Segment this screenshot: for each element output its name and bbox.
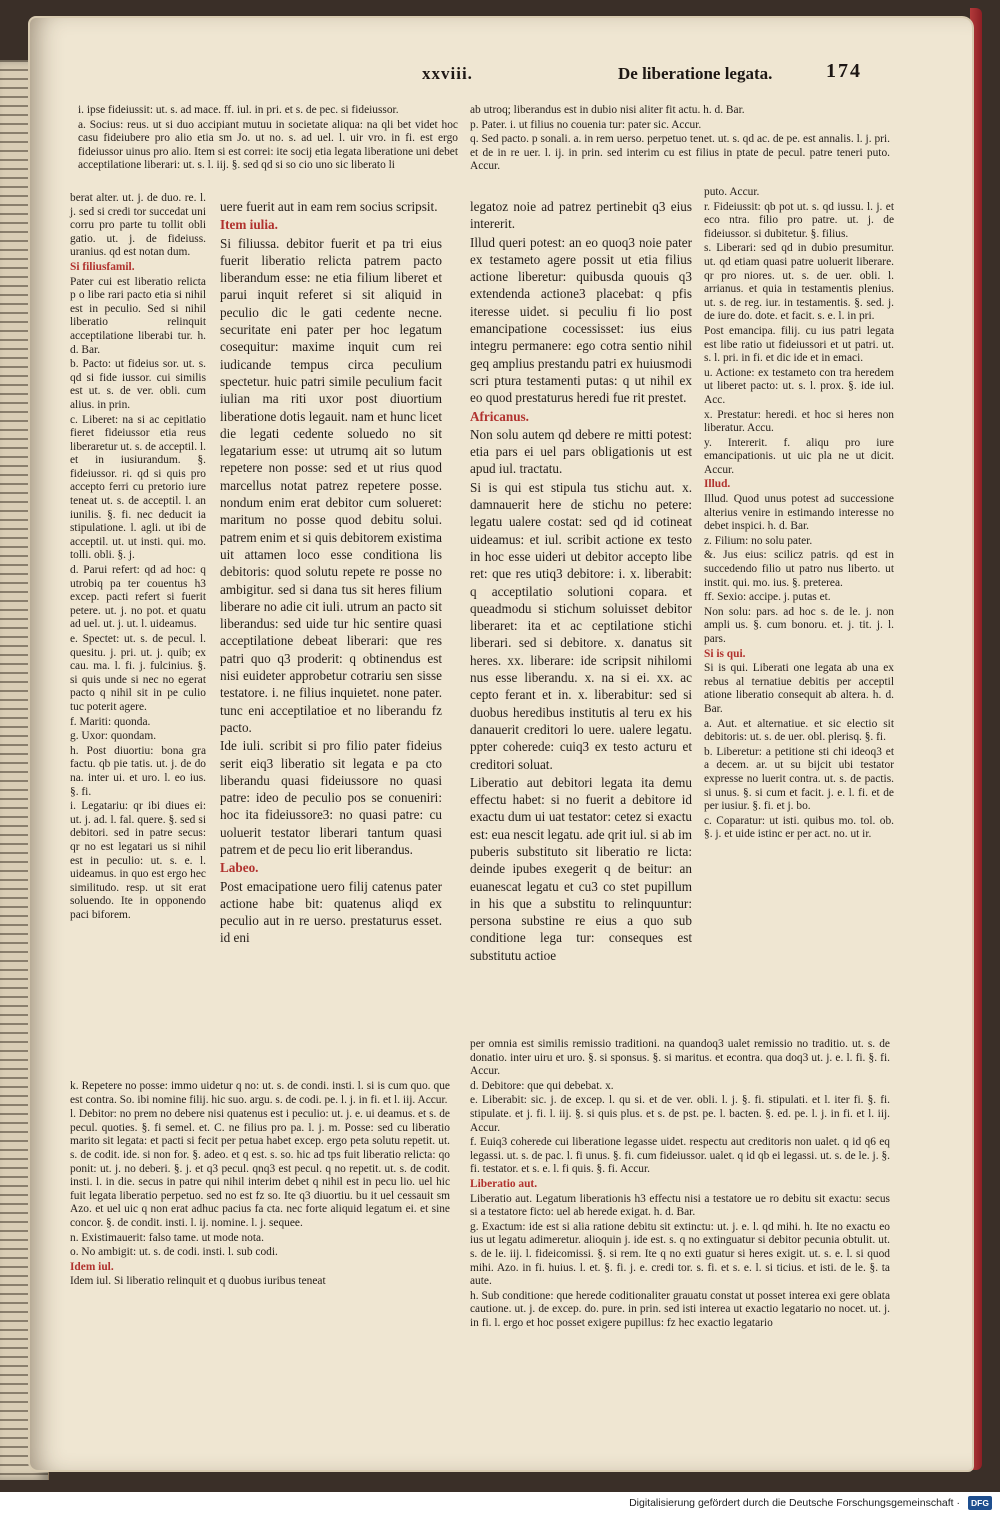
gloss-paragraph: berat alter. ut. j. de duo. re. l. j. sed si credi tor succedat uni corru pro parte tu tollit obli gatio. ut. j. de fideiuss. uranius. qd est notan dum. <box>70 192 206 259</box>
gloss-bottom-left <box>70 1080 450 1290</box>
gloss-top-left <box>78 104 458 174</box>
gloss-paragraph: i. Legatariu: qr ibi diues ei: ut. j. ad. l. fal. quere. §. sed si debitori. sed in patre secus: qr no est legatari us si nihil est in peculio: ut. s. e. l. uideamus. in quo est ergo hec similitudo. resp. ut sit erat soluendo. Ite in opponendo paci biforem. <box>70 800 206 921</box>
gloss-paragraph: b. Pacto: ut fideius sor. ut. s. qd si fide iussor. cui similis est ut. s. de ver. obli. cum alius. in prin. <box>70 358 206 411</box>
gloss-paragraph: c. Coparatur: ut isti. quibus mo. tol. ob. §. j. et uide istinc er per act. no. ut ir. <box>704 814 894 841</box>
section-heading: Labeo. <box>220 860 259 876</box>
gloss-right-narrow <box>704 186 894 843</box>
page <box>30 18 972 1470</box>
running-title: De liberatione legata. <box>618 64 773 83</box>
gloss-paragraph: Illud. Quod unus potest ad successione alterius venire in estimando interesse no debet inspici. h. d. Bar. <box>704 493 894 533</box>
gloss-paragraph: ab utroq; liberandus est in dubio nisi aliter fit actu. h. d. Bar. <box>470 104 745 116</box>
text-paragraph: Non solu autem qd debere re mitti potest: etia pars ei uel pars obligationis ut est apud iul. tractatu. <box>470 426 692 477</box>
digitization-footer <box>0 1492 1000 1516</box>
gloss-paragraph: Non solu: pars. ad hoc s. de le. j. non ampli us. §. cum bonoru. et. j. tit. j. l. pars. <box>704 605 894 645</box>
text-paragraph: Illud queri potest: an eo quoq3 noie pater ex testameto agere possit ut etia filius actione liberetur: quibusda quouis q3 extendenda actione3 placebat: q pfis iteresse uidet. si peculiu fi lio post emancipatione cocessisset: ius eius integru permanere: ego cotra sentio nihil geq amplius prestandu patri ex huiusmodi scri ptura testamenti putas: q ut nihil ex eo quod prestaturus heredi fue rit prestet. <box>470 234 692 406</box>
gloss-paragraph: s. Liberari: sed qd in dubio presumitur. ut. qd etiam quasi patre uoluerit liberare. qr pro niores. ut. s. de uer. obli. l. arrianus. et quia in testamentis plenius. ut. s. de reg. iur. in testamentis. §. sed. j. de iure do. dote. et facit. s. e. l. in pri. <box>704 242 894 323</box>
gloss-paragraph: Post emancipa. filij. cu ius patri legata est libe ratio ut fideiussori et ut patri. ut. s. l. pri. in fi. et dic ide et in emaci. <box>704 324 894 365</box>
gloss-paragraph: &. Jus eius: scilicz patris. qd est in succedendo filio ut patro nus liberto. ut instit. qui. mo. ius. §. preterea. <box>704 549 894 589</box>
rubric-idem-iul: Idem iul. <box>70 1260 114 1273</box>
section-heading: Africanus. <box>470 408 529 424</box>
gloss-paragraph: e. Spectet: ut. s. de pecul. l. quesitu. j. pri. ut. j. quib; ex cau. ma. l. fi. j. fulcinius. §. si quis unde si nec no egerat pacto q nihil sit in pe culio tuc poterit agere. <box>70 633 206 713</box>
gloss-paragraph: b. Liberetur: a petitione sti chi ideoq3 et a decem. ar. ut su bijcit ubi testator expresse no luerit contra. ut. s. de pactis. si unus. §. si cum et facit. j. e. l. fi. et de per iusiur. §. fi. et j. bo. <box>704 745 894 813</box>
gloss-paragraph: Pater cui est liberatio relicta p o libe rari pacto etia si nihil est in peculio. Sed si nihil liberatio relinquit acceptilatione liberabi tur. h. d. Bar. <box>70 275 206 356</box>
gloss-paragraph: x. Prestatur: heredi. et hoc si heres non liberatur. Accu. <box>704 408 894 435</box>
text-paragraph: Si filiussa. debitor fuerit et pa tri eius fuerit liberatio relicta patrem pacto liberandum esse: ne etia filium liberet et parui inquit referet si sit aliquid in peculio dic le gati cedente necne. securitate eni pater per hoc legatum cosequitur: maxime inquit cum rei iudicande tempus circa peculium spectetur. huic patri simile peculium facit iulian ma riti uxor post diuortium liberatione dotis legauit. nam et hunc licet die legati cedente soluedo no sit legatarium esse: ut utrumq ait so lutum repetere non posse: sed et ut rius quod marcellus notat patrez repetere posse. nondum enim erat debitor cum solueret: maritum no posse quod debitu solui. patrem enim et si quis debitorem existima uit attamen loco esse conditiona lis debitoris: quod solutu repete re posse no ambigitur. sed si dana tus sit heres filium liberare no adie cit iuli. utrum an pacto sit liberandus: sed uide tur hic sentire quasi acceptilatione debeat liberari: que res patri quo q3 proderit: q obtinendus est nisi euideter approbetur cotrariu sen sisse testatore. i. ne filius inquietet. none pater. tunc eni acceptilatioe et no liberandu fz pacto. <box>220 235 442 735</box>
gloss-paragraph: ff. Sexio: accipe. j. putas et. <box>704 591 831 604</box>
rubric-si-filiusfamil: Si filiusfamil. <box>70 260 135 273</box>
rubric-liberatio: Liberatio aut. <box>470 1177 538 1190</box>
gloss-paragraph: l. Debitor: no prem no debere nisi quatenus est i peculio: ut. j. e. ui deamus. et s. de pecul. quoties. §. fi semel. et. C. ne filius pro pa. l. j. m. Posse: sed cu liberatio marito sit legata: et pacti si fecit per petua habet excep. ergo peta solutu repetit. ut. s. de codit. ide. si non for. §. adeo. et q est. s. so. hic ad tps fuit liberatio relicta: qo ponit: ut. j. no deberi. §. j. et q3 pecul. qnq3 est pecul. q no repetit. ut. s. de codit. insti. l. in die. secus in patre qui nihil interim debet q nihil est in pecu lio. uel hic fuit legata liberatio perpetuo. sed no est fz so. Ite q3 diuortiu. bu it uel cessauit sm Azo. et uel uic q non erat adhuc pacius fa cta. nec forte aliquid legatum ei. et sine concor. §. de condit. insti. l. ij. nomine. l. j. sequee. <box>70 1108 450 1229</box>
rubric-si-is-qui: Si is qui. <box>704 647 746 660</box>
gloss-paragraph: Si is qui. Liberati one legata ab una ex rebus al ternatiue debitis per acceptil atione liberatio consequit ab altera. h. d. Bar. <box>704 662 894 715</box>
gloss-paragraph: e. Liberabit: sic. j. de excep. l. qu si. et de ver. obli. l. j. §. fi. stipulati. et l. iter fi. §. fi. stipulate. et j. fi. l. iij. §. si quis plus. et s. de pst. pe. l. bacten. §. ed. pe. l. j. in fi. et l. iij. Accur. <box>470 1094 890 1134</box>
gloss-paragraph: h. Post diuortiu: bona gra factu. qb pie tatis. ut. j. de do na. inter ui. et uro. l. eo ius. §. fi. <box>70 744 206 798</box>
gloss-paragraph: a. Socius: reus. ut si duo accipiant mutuu in societate aliqua: na qli bet videt hoc casu fideiubere pro alio etia sm Jo. ut no. s. ad uel. l. uir vro. in fi. est ergo fideiussor uinus pro alio. Item si est correi: ite socij etia legata liberatione uni debet acceptilatione liberari: ut. s. l. iij. §. sed qd si so cio uno sic liberato li <box>78 118 458 172</box>
funding-note: Digitalisierung gefördert durch die Deutsche Forschungsgemeinschaft · <box>629 1497 960 1509</box>
gloss-left-narrow <box>70 192 206 923</box>
text-paragraph: legatoz noie ad patrez pertinebit q3 eius intererit. <box>470 199 692 232</box>
gloss-paragraph: k. Repetere no posse: immo uidetur q no: ut. s. de condi. insti. l. si is cum quo. que est contra. So. ibi nomine filij. hic suo. argu. s. de codi. pe. l. j. in fi. et l. iij. Accur. <box>70 1080 450 1106</box>
gloss-top-right <box>470 104 890 175</box>
gloss-paragraph: g. Uxor: quondam. <box>70 730 157 743</box>
gloss-paragraph: per omnia est similis remissio traditioni. na quandoq3 ualet remissio no traditio. ut. s. de donatio. inter uiru et uro. §. si sponsus. §. si maritus. et econtra. qua doq3 ut. j. e. l. fi. §. fi. Accur. <box>470 1038 890 1078</box>
gloss-paragraph: f. Euiq3 coherede cui liberatione legasse uidet. respectu aut creditoris non ualet. q id q6 eq legassi. ut. s. de pac. l. fi unus. §. fi. cum fideiussor. ualet. q id qb ei legassi. ut. s. de le. j. §. fi. testator. et s. e. l. fi quis. §. fi. Accur. <box>470 1136 890 1176</box>
gloss-paragraph: c. Liberet: na si ac cepitlatio fieret fideiussor etia reus liberaretur ut. s. de acceptil. l. et in iusiurandum. §. fideiussor. ri. qd si quis pro accepto ferri cu pretorio iure teneat ut. s. de acceptil. l. an iunilis. §. fi. nec deducit ia stipulatione. l. agli. ut ibi de acceptil. ut. ut insti. qui. mo. tolli. obli. §. j. <box>70 413 206 562</box>
gloss-paragraph: Idem iul. Si liberatio relinquit et q duobus iuribus teneat <box>70 1275 326 1288</box>
gloss-paragraph: p. Pater. i. ut filius no couenia tur: pater sic. Accur. <box>470 118 702 131</box>
gloss-paragraph: g. Exactum: ide est si alia ratione debitu sit extinctu: ut. j. e. l. qd mihi. h. Ite no exactu eo ius ut legatu adimeretur. alioquin j. ide est. s. q no extinguatur si debitor pecunia obtulit. ut. s. de le. iij. l. fideicomissi. §. si rem. Ite q no exti guatur si heres exigit. ut. s. e. l. si quod mihi. Azo. in fi. huius. l. et. §. fi. j. e. credi tor. s. fi. et s. e. l. si ticius. et isti. de le. §. ta aute. <box>470 1220 890 1288</box>
gloss-paragraph: u. Actione: ex testameto con tra heredem ut liberet pacto: ut. s. l. prox. §. ide iul. Acc. <box>704 366 894 406</box>
gloss-paragraph: y. Intererit. f. aliqu pro iure emancipationis. ut uic pla ne ut dicit. Accur. <box>704 436 894 476</box>
text-paragraph: Liberatio aut debitori legata ita demu effectu habet: si no fuerit a debitore id exactu dum ui uat testator: cetez si exactu est: eua nescit legatu. ade qrit iul. si ab im puberis substituto sit liberatio re licta: deinde ipubes exegerit q de beitur: an euanescat legatu et cu3 co stet pupillum in his que a substitu to relinquuntur: persona substine re eius a quo sub conditione lega tur: conseques est substitutu actioe <box>470 774 692 963</box>
main-text-column-1 <box>220 198 442 948</box>
gloss-paragraph: i. ipse fideiussit: ut. s. ad mace. ff. iul. in pri. et s. de pec. si fideiussor. <box>78 104 399 116</box>
running-header <box>30 60 972 94</box>
gloss-paragraph: z. Filium: no solu pater. <box>704 534 813 547</box>
rubric-illud: Illud. <box>704 478 731 491</box>
gloss-paragraph: h. Sub conditione: que herede coditionaliter grauatu constat ut posset interea exi gere oblata cautione. ut. j. de excep. do. pure. in prin. sed isti interea ut exactio legatario no nocet. ut. j. in fi. l. ergo et hoc posset exigere pupillus: fz hec exactio legatario <box>470 1289 890 1329</box>
main-text-column-2 <box>470 198 692 965</box>
gloss-paragraph: d. Parui refert: qd ad hoc: q utrobiq pa ter couentus h3 excep. pacti refert si fuerit petere. ut. j. no pot. et quatu ad uel. ut. j. ut. l. uideamus. <box>70 564 206 631</box>
text-paragraph: Si is qui est stipula tus stichu aut. x. damnauerit here de stichu no petere: legatu ualere costat: sed qd id cotineat uideamus: et iul. scribit actione ex testo in hoc esse uideri ut debitor accepto libe ret: que res utiq3 debitore: i. x. liberabit: q acceptilatio solutioni copara. et queadmodu si stichum soluisset debitor liberaret: ita et ac ceptilatione stichi liberari. sed si debitore. x. danatus sit heres. xx. liberare: ide scripsit nihilomi nus esse liberandu. x. na si ei. xx. ac cepto ferant et in. x. liberabitur: sed si duobus heredibus institutis al teru ex his danauerit creditori lo uere. ualere legatu. ppter coherede: cuiq3 ex testo acturu et creditori soluat. <box>470 479 692 772</box>
gloss-paragraph: a. Aut. et alternatiue. et sic electio sit debitoris: ut. s. de uer. obl. plerisq. §. fi. <box>704 717 894 744</box>
gloss-paragraph: q. Sed pacto. p sonali. a. in rem uerso. perpetuo tenet. ut. s. qd ac. de pe. est annalis. l. j. pri. et de in re uer. l. ij. in prin. sed interim cu est filius in ptate de pecul. patre teneri puto. Accur. <box>470 133 890 173</box>
gloss-paragraph: n. Existimauerit: falso tame. ut mode nota. <box>70 1231 264 1244</box>
gloss-paragraph: r. Fideiussit: qb pot ut. s. qd iussu. l. j. et eco ntra. filio pro patre. ut. j. de fideiussor. si dubitetur. §. filius. <box>704 200 894 240</box>
text-paragraph: Ide iuli. scribit si pro filio pater fideius serit eiq3 liberatio sit legata e pa cto liberandu quasi fideiussore no quasi patre: ideo de peculio pos se conueniri: hoc ita fideiussore3: no quasi patre: cu uoluerit testator liberari tantum quasi patrem et de pecu lio erit liberandus. <box>220 738 442 857</box>
dfg-logo-icon: DFG <box>968 1496 992 1510</box>
gloss-bottom-right <box>470 1038 890 1331</box>
gloss-paragraph: d. Debitore: que qui debebat. x. <box>470 1079 614 1092</box>
text-paragraph: uere fuerit aut in eam rem socius scripsit. <box>220 199 438 214</box>
gloss-paragraph: f. Mariti: quonda. <box>70 715 151 728</box>
gloss-paragraph: puto. Accur. <box>704 186 760 198</box>
gloss-paragraph: Liberatio aut. Legatum liberationis h3 effectu nisi a testatore ue ro debitu sit exactu: secus si a testatore ficto: uel ab herede exigat. h. d. Bar. <box>470 1192 890 1219</box>
folio-mark: xxviii. <box>422 64 473 83</box>
leaf-number: 174 <box>826 60 862 82</box>
gloss-paragraph: o. No ambigit: ut. s. de codi. insti. l. sub codi. <box>70 1246 278 1259</box>
text-paragraph: Post emacipatione uero filij catenus pater actione habe bit: quatenus aliqd ex peculio aut in re uerso. prestaturus esset. id eni <box>220 878 442 946</box>
section-heading: Item iulia. <box>220 217 278 233</box>
